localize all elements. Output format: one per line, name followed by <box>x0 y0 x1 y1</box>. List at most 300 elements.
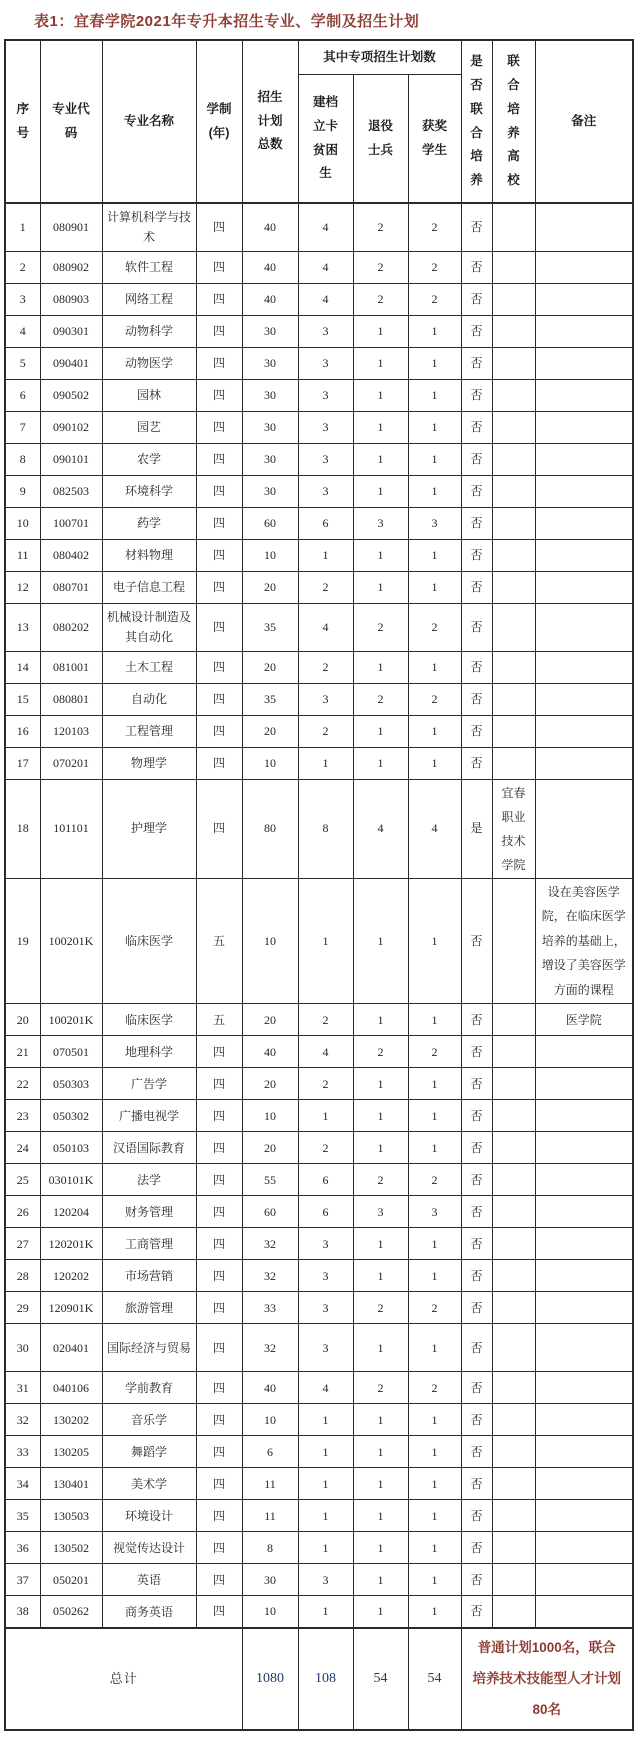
cell-duration: 四 <box>196 475 242 507</box>
cell-total-plan: 20 <box>242 651 298 683</box>
cell-award-students: 1 <box>408 1132 461 1164</box>
cell-award-students: 1 <box>408 1404 461 1436</box>
cell-joint-training: 否 <box>461 651 492 683</box>
cell-major-name: 音乐学 <box>102 1404 196 1436</box>
cell-seq: 14 <box>5 651 40 683</box>
cell-joint-training: 否 <box>461 1500 492 1532</box>
cell-major-name: 广播电视学 <box>102 1100 196 1132</box>
cell-duration: 四 <box>196 443 242 475</box>
cell-remark <box>535 1228 633 1260</box>
cell-major-name: 环境设计 <box>102 1500 196 1532</box>
cell-joint-university <box>492 1100 535 1132</box>
cell-poor-students: 3 <box>298 1292 353 1324</box>
cell-major-name: 网络工程 <box>102 283 196 315</box>
cell-remark: 医学院 <box>535 1004 633 1036</box>
cell-major-name: 园艺 <box>102 411 196 443</box>
cell-code: 100701 <box>40 507 102 539</box>
cell-code: 080202 <box>40 603 102 651</box>
cell-remark <box>535 1036 633 1068</box>
cell-seq: 35 <box>5 1500 40 1532</box>
cell-poor-students: 3 <box>298 315 353 347</box>
table-row <box>5 1132 633 1164</box>
cell-major-name: 舞蹈学 <box>102 1436 196 1468</box>
cell-duration: 五 <box>196 1004 242 1036</box>
cell-veteran-soldiers: 1 <box>353 1228 408 1260</box>
cell-joint-university <box>492 1468 535 1500</box>
cell-award-students: 1 <box>408 1436 461 1468</box>
cell-award-students: 2 <box>408 683 461 715</box>
cell-award-students: 2 <box>408 203 461 251</box>
cell-major-name: 地理科学 <box>102 1036 196 1068</box>
cell-veteran-soldiers: 1 <box>353 379 408 411</box>
cell-total-plan: 35 <box>242 683 298 715</box>
cell-duration: 四 <box>196 1596 242 1628</box>
cell-seq: 6 <box>5 379 40 411</box>
cell-joint-university <box>492 878 535 1004</box>
cell-seq: 38 <box>5 1596 40 1628</box>
cell-duration: 四 <box>196 1196 242 1228</box>
cell-seq: 18 <box>5 779 40 878</box>
table-row <box>5 1228 633 1260</box>
cell-veteran-soldiers: 4 <box>353 779 408 878</box>
cell-veteran-soldiers: 3 <box>353 507 408 539</box>
cell-award-students: 2 <box>408 1036 461 1068</box>
cell-total-plan: 20 <box>242 571 298 603</box>
cell-seq: 11 <box>5 539 40 571</box>
cell-remark <box>535 651 633 683</box>
table-row <box>5 1436 633 1468</box>
cell-award-students: 1 <box>408 411 461 443</box>
cell-remark <box>535 1100 633 1132</box>
cell-duration: 四 <box>196 1228 242 1260</box>
cell-total-plan: 33 <box>242 1292 298 1324</box>
cell-joint-training: 否 <box>461 1164 492 1196</box>
cell-remark <box>535 507 633 539</box>
cell-remark <box>535 1132 633 1164</box>
table-row <box>5 1404 633 1436</box>
cell-duration: 四 <box>196 651 242 683</box>
cell-code: 070201 <box>40 747 102 779</box>
cell-total-plan: 30 <box>242 315 298 347</box>
cell-code: 080801 <box>40 683 102 715</box>
cell-code: 080902 <box>40 251 102 283</box>
cell-total-plan: 10 <box>242 1100 298 1132</box>
cell-seq: 19 <box>5 878 40 1004</box>
table-row <box>5 347 633 379</box>
cell-joint-training: 否 <box>461 475 492 507</box>
cell-total-plan: 40 <box>242 251 298 283</box>
cell-code: 080901 <box>40 203 102 251</box>
header-special-group: 其中专项招生计划数 <box>298 40 461 75</box>
cell-code: 101101 <box>40 779 102 878</box>
cell-poor-students: 2 <box>298 651 353 683</box>
cell-veteran-soldiers: 1 <box>353 1500 408 1532</box>
cell-award-students: 2 <box>408 1292 461 1324</box>
cell-poor-students: 2 <box>298 571 353 603</box>
cell-award-students: 1 <box>408 1100 461 1132</box>
cell-code: 130502 <box>40 1532 102 1564</box>
cell-total-plan: 10 <box>242 1404 298 1436</box>
cell-seq: 16 <box>5 715 40 747</box>
cell-joint-university <box>492 315 535 347</box>
cell-joint-university <box>492 1004 535 1036</box>
cell-code: 050201 <box>40 1564 102 1596</box>
cell-code: 030101K <box>40 1164 102 1196</box>
cell-veteran-soldiers: 1 <box>353 1468 408 1500</box>
cell-veteran-soldiers: 1 <box>353 539 408 571</box>
header-duration: 学制 (年) <box>196 40 242 203</box>
cell-poor-students: 8 <box>298 779 353 878</box>
cell-duration: 四 <box>196 1532 242 1564</box>
cell-award-students: 1 <box>408 1228 461 1260</box>
total-remark: 普通计划1000名，联合培养技术技能型人才计划80名 <box>461 1628 633 1730</box>
cell-veteran-soldiers: 1 <box>353 1260 408 1292</box>
cell-code: 120202 <box>40 1260 102 1292</box>
table-row <box>5 747 633 779</box>
table-row <box>5 1532 633 1564</box>
cell-total-plan: 10 <box>242 747 298 779</box>
cell-joint-training: 否 <box>461 1436 492 1468</box>
cell-seq: 24 <box>5 1132 40 1164</box>
cell-joint-training: 否 <box>461 1532 492 1564</box>
cell-joint-training: 否 <box>461 1404 492 1436</box>
cell-total-plan: 10 <box>242 539 298 571</box>
table-header <box>5 40 633 203</box>
cell-remark <box>535 315 633 347</box>
cell-duration: 四 <box>196 1404 242 1436</box>
cell-poor-students: 4 <box>298 283 353 315</box>
cell-joint-university <box>492 747 535 779</box>
cell-joint-training: 否 <box>461 507 492 539</box>
cell-code: 070501 <box>40 1036 102 1068</box>
cell-major-name: 园林 <box>102 379 196 411</box>
cell-award-students: 1 <box>408 475 461 507</box>
cell-joint-university <box>492 539 535 571</box>
cell-seq: 23 <box>5 1100 40 1132</box>
cell-joint-training: 否 <box>461 1468 492 1500</box>
table-row <box>5 1324 633 1372</box>
total-poor-sum: 108 <box>298 1628 353 1730</box>
cell-code: 100201K <box>40 878 102 1004</box>
cell-veteran-soldiers: 2 <box>353 683 408 715</box>
cell-award-students: 1 <box>408 347 461 379</box>
cell-major-name: 电子信息工程 <box>102 571 196 603</box>
cell-joint-university <box>492 251 535 283</box>
cell-code: 090401 <box>40 347 102 379</box>
table-row <box>5 715 633 747</box>
cell-major-name: 英语 <box>102 1564 196 1596</box>
cell-major-name: 临床医学 <box>102 1004 196 1036</box>
cell-award-students: 2 <box>408 603 461 651</box>
cell-duration: 四 <box>196 203 242 251</box>
cell-code: 130205 <box>40 1436 102 1468</box>
total-label: 总计 <box>5 1628 242 1730</box>
cell-remark: 设在美容医学院，在临床医学培养的基础上，增设了美容医学方面的课程 <box>535 878 633 1004</box>
cell-duration: 四 <box>196 571 242 603</box>
cell-duration: 四 <box>196 347 242 379</box>
cell-remark <box>535 251 633 283</box>
cell-major-name: 动物医学 <box>102 347 196 379</box>
cell-award-students: 3 <box>408 507 461 539</box>
table-row <box>5 1292 633 1324</box>
cell-award-students: 1 <box>408 651 461 683</box>
cell-seq: 34 <box>5 1468 40 1500</box>
cell-joint-training: 否 <box>461 747 492 779</box>
cell-joint-university <box>492 443 535 475</box>
cell-joint-training: 否 <box>461 571 492 603</box>
cell-remark <box>535 1404 633 1436</box>
cell-code: 120204 <box>40 1196 102 1228</box>
cell-remark <box>535 1164 633 1196</box>
cell-award-students: 1 <box>408 747 461 779</box>
cell-major-name: 汉语国际教育 <box>102 1132 196 1164</box>
cell-code: 130401 <box>40 1468 102 1500</box>
cell-joint-university <box>492 1260 535 1292</box>
cell-major-name: 土木工程 <box>102 651 196 683</box>
cell-seq: 2 <box>5 251 40 283</box>
cell-poor-students: 6 <box>298 1164 353 1196</box>
header-award-students: 获奖学生 <box>408 75 461 204</box>
cell-award-students: 1 <box>408 1004 461 1036</box>
cell-major-name: 临床医学 <box>102 878 196 1004</box>
cell-major-name: 旅游管理 <box>102 1292 196 1324</box>
cell-code: 050302 <box>40 1100 102 1132</box>
total-row <box>5 1628 633 1730</box>
cell-joint-university <box>492 1372 535 1404</box>
header-veteran-soldiers: 退役士兵 <box>353 75 408 204</box>
cell-joint-training: 否 <box>461 283 492 315</box>
table-row <box>5 475 633 507</box>
table-row <box>5 443 633 475</box>
cell-poor-students: 3 <box>298 411 353 443</box>
cell-joint-university <box>492 603 535 651</box>
cell-major-name: 视觉传达设计 <box>102 1532 196 1564</box>
cell-major-name: 自动化 <box>102 683 196 715</box>
cell-poor-students: 4 <box>298 251 353 283</box>
cell-veteran-soldiers: 1 <box>353 1404 408 1436</box>
cell-poor-students: 3 <box>298 347 353 379</box>
cell-remark <box>535 1324 633 1372</box>
cell-duration: 五 <box>196 878 242 1004</box>
cell-poor-students: 1 <box>298 878 353 1004</box>
cell-veteran-soldiers: 2 <box>353 251 408 283</box>
cell-seq: 30 <box>5 1324 40 1372</box>
cell-poor-students: 3 <box>298 379 353 411</box>
cell-duration: 四 <box>196 1292 242 1324</box>
cell-award-students: 1 <box>408 1500 461 1532</box>
cell-joint-university <box>492 1196 535 1228</box>
cell-code: 090101 <box>40 443 102 475</box>
cell-seq: 13 <box>5 603 40 651</box>
table-row <box>5 1564 633 1596</box>
cell-joint-university <box>492 651 535 683</box>
cell-award-students: 1 <box>408 1260 461 1292</box>
cell-code: 090502 <box>40 379 102 411</box>
cell-veteran-soldiers: 2 <box>353 1372 408 1404</box>
cell-total-plan: 40 <box>242 1372 298 1404</box>
cell-remark <box>535 1292 633 1324</box>
cell-total-plan: 32 <box>242 1260 298 1292</box>
cell-code: 080903 <box>40 283 102 315</box>
cell-poor-students: 2 <box>298 1132 353 1164</box>
cell-award-students: 1 <box>408 379 461 411</box>
cell-duration: 四 <box>196 251 242 283</box>
cell-veteran-soldiers: 1 <box>353 443 408 475</box>
cell-award-students: 1 <box>408 1324 461 1372</box>
cell-remark <box>535 1468 633 1500</box>
cell-seq: 31 <box>5 1372 40 1404</box>
table-row <box>5 1164 633 1196</box>
table-row <box>5 1500 633 1532</box>
header-joint-univ: 联合培养高校 <box>492 40 535 203</box>
table-row <box>5 571 633 603</box>
cell-poor-students: 6 <box>298 1196 353 1228</box>
cell-joint-training: 否 <box>461 1292 492 1324</box>
cell-veteran-soldiers: 1 <box>353 1564 408 1596</box>
cell-joint-university <box>492 347 535 379</box>
cell-remark <box>535 379 633 411</box>
cell-seq: 21 <box>5 1036 40 1068</box>
cell-total-plan: 20 <box>242 1068 298 1100</box>
total-plan-sum: 1080 <box>242 1628 298 1730</box>
table-row <box>5 379 633 411</box>
cell-joint-university <box>492 715 535 747</box>
cell-code: 090102 <box>40 411 102 443</box>
cell-remark <box>535 411 633 443</box>
cell-code: 080402 <box>40 539 102 571</box>
cell-major-name: 法学 <box>102 1164 196 1196</box>
cell-joint-training: 否 <box>461 1004 492 1036</box>
cell-code: 100201K <box>40 1004 102 1036</box>
cell-total-plan: 32 <box>242 1324 298 1372</box>
cell-joint-university <box>492 475 535 507</box>
cell-poor-students: 2 <box>298 1068 353 1100</box>
cell-poor-students: 3 <box>298 1228 353 1260</box>
table-row <box>5 603 633 651</box>
cell-major-name: 学前教育 <box>102 1372 196 1404</box>
header-joint: 是否联合培养 <box>461 40 492 203</box>
cell-total-plan: 80 <box>242 779 298 878</box>
cell-total-plan: 60 <box>242 1196 298 1228</box>
cell-total-plan: 40 <box>242 203 298 251</box>
cell-remark <box>535 539 633 571</box>
cell-total-plan: 30 <box>242 475 298 507</box>
cell-joint-training: 否 <box>461 715 492 747</box>
cell-award-students: 2 <box>408 1372 461 1404</box>
cell-joint-training: 否 <box>461 1068 492 1100</box>
cell-total-plan: 40 <box>242 283 298 315</box>
table-row <box>5 315 633 347</box>
cell-joint-training: 否 <box>461 1260 492 1292</box>
table-row <box>5 411 633 443</box>
cell-duration: 四 <box>196 1436 242 1468</box>
cell-poor-students: 4 <box>298 603 353 651</box>
cell-remark <box>535 1260 633 1292</box>
cell-joint-university <box>492 683 535 715</box>
cell-award-students: 2 <box>408 251 461 283</box>
cell-seq: 12 <box>5 571 40 603</box>
cell-veteran-soldiers: 1 <box>353 475 408 507</box>
cell-poor-students: 3 <box>298 1324 353 1372</box>
cell-total-plan: 40 <box>242 1036 298 1068</box>
table-row <box>5 683 633 715</box>
cell-joint-university <box>492 507 535 539</box>
cell-veteran-soldiers: 1 <box>353 347 408 379</box>
cell-joint-university <box>492 1500 535 1532</box>
cell-joint-university <box>492 1036 535 1068</box>
table-row <box>5 1036 633 1068</box>
cell-joint-training: 否 <box>461 1324 492 1372</box>
cell-duration: 四 <box>196 1100 242 1132</box>
cell-code: 050262 <box>40 1596 102 1628</box>
cell-duration: 四 <box>196 507 242 539</box>
cell-major-name: 药学 <box>102 507 196 539</box>
cell-joint-university <box>492 379 535 411</box>
cell-major-name: 计算机科学与技术 <box>102 203 196 251</box>
cell-poor-students: 1 <box>298 1436 353 1468</box>
cell-poor-students: 1 <box>298 1500 353 1532</box>
cell-joint-training: 否 <box>461 315 492 347</box>
cell-veteran-soldiers: 1 <box>353 315 408 347</box>
cell-joint-training: 否 <box>461 443 492 475</box>
cell-seq: 20 <box>5 1004 40 1036</box>
cell-duration: 四 <box>196 747 242 779</box>
cell-veteran-soldiers: 1 <box>353 715 408 747</box>
cell-joint-university <box>492 1292 535 1324</box>
cell-remark <box>535 1068 633 1100</box>
cell-total-plan: 55 <box>242 1164 298 1196</box>
cell-joint-training: 否 <box>461 1196 492 1228</box>
cell-duration: 四 <box>196 1164 242 1196</box>
cell-seq: 32 <box>5 1404 40 1436</box>
cell-veteran-soldiers: 2 <box>353 1036 408 1068</box>
cell-joint-training: 否 <box>461 603 492 651</box>
cell-seq: 17 <box>5 747 40 779</box>
cell-duration: 四 <box>196 779 242 878</box>
cell-joint-university <box>492 1228 535 1260</box>
cell-veteran-soldiers: 1 <box>353 1324 408 1372</box>
cell-code: 090301 <box>40 315 102 347</box>
cell-remark <box>535 475 633 507</box>
cell-seq: 33 <box>5 1436 40 1468</box>
total-veteran-sum: 54 <box>353 1628 408 1730</box>
table-row <box>5 1596 633 1628</box>
cell-seq: 25 <box>5 1164 40 1196</box>
enrollment-plan-table <box>4 39 634 1731</box>
cell-remark <box>535 1372 633 1404</box>
cell-poor-students: 1 <box>298 1100 353 1132</box>
cell-duration: 四 <box>196 1260 242 1292</box>
cell-total-plan: 20 <box>242 715 298 747</box>
cell-duration: 四 <box>196 379 242 411</box>
cell-joint-university <box>492 1164 535 1196</box>
cell-seq: 5 <box>5 347 40 379</box>
cell-duration: 四 <box>196 1564 242 1596</box>
cell-major-name: 护理学 <box>102 779 196 878</box>
page-title: 表1：宜春学院2021年专升本招生专业、学制及招生计划 <box>34 13 420 30</box>
cell-code: 120901K <box>40 1292 102 1324</box>
cell-joint-university <box>492 1436 535 1468</box>
cell-remark <box>535 283 633 315</box>
table-row <box>5 1372 633 1404</box>
cell-total-plan: 30 <box>242 379 298 411</box>
cell-joint-university <box>492 1532 535 1564</box>
cell-joint-training: 否 <box>461 878 492 1004</box>
cell-poor-students: 3 <box>298 443 353 475</box>
cell-joint-training: 否 <box>461 1132 492 1164</box>
cell-joint-training: 否 <box>461 1036 492 1068</box>
table-row <box>5 878 633 1004</box>
